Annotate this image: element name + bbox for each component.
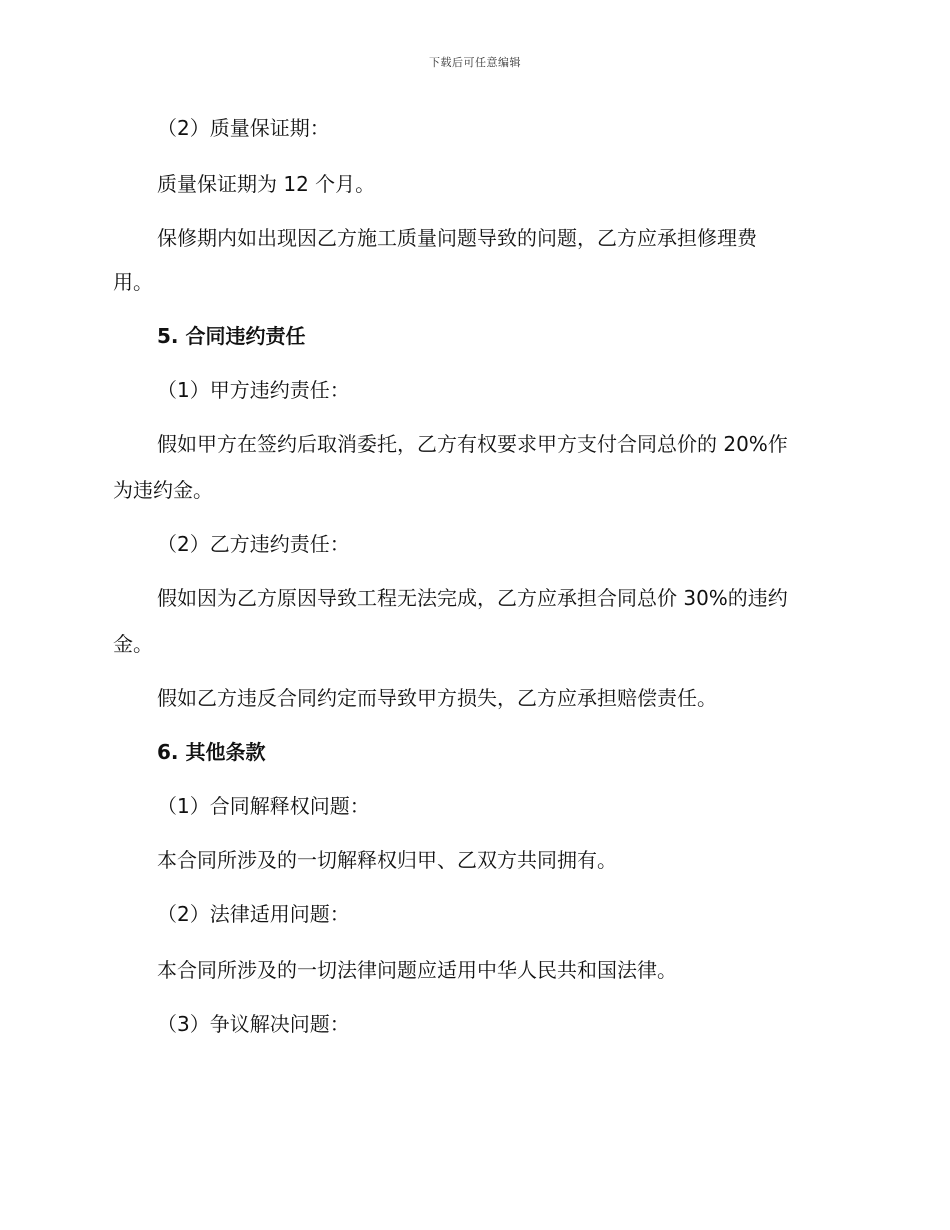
party-b-line2: 金。 <box>113 632 153 656</box>
warranty-period: 质量保证期为 12 个月。 <box>157 172 376 196</box>
party-a-line1: 假如甲方在签约后取消委托，乙方有权要求甲方支付合同总价的 20%作 <box>157 432 788 456</box>
interpretation-label: （1）合同解释权问题： <box>157 794 370 818</box>
warranty-label: （2）质量保证期： <box>157 116 330 140</box>
page-header: 下载后可任意编辑 <box>429 56 521 69</box>
party-a-label: （1）甲方违约责任： <box>157 378 350 402</box>
party-b-extra: 假如乙方违反合同约定而导致甲方损失，乙方应承担赔偿责任。 <box>157 686 717 710</box>
party-b-line1: 假如因为乙方原因导致工程无法完成，乙方应承担合同总价 30%的违约 <box>157 586 788 610</box>
other-heading: 6. 其他条款 <box>157 740 266 764</box>
party-a-line2: 为违约金。 <box>113 478 213 502</box>
dispute-label: （3）争议解决问题： <box>157 1012 350 1036</box>
warranty-clause-line2: 用。 <box>113 270 153 294</box>
interpretation-text: 本合同所涉及的一切解释权归甲、乙双方共同拥有。 <box>157 848 617 872</box>
law-label: （2）法律适用问题： <box>157 902 350 926</box>
party-b-label: （2）乙方违约责任： <box>157 532 350 556</box>
law-text: 本合同所涉及的一切法律问题应适用中华人民共和国法律。 <box>157 958 677 982</box>
warranty-clause-line1: 保修期内如出现因乙方施工质量问题导致的问题，乙方应承担修理费 <box>157 226 757 250</box>
breach-heading: 5. 合同违约责任 <box>157 324 306 348</box>
